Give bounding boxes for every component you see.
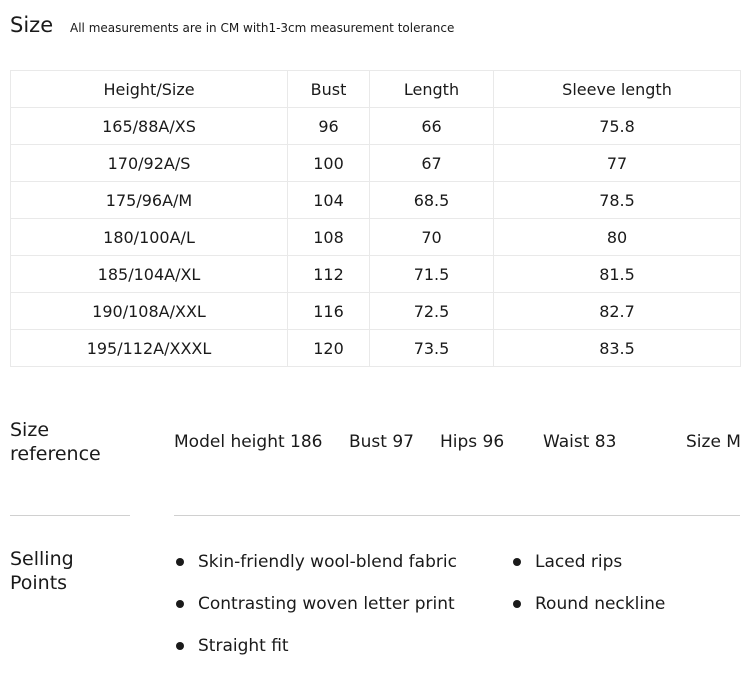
- model-bust: Bust 97: [349, 432, 414, 452]
- divider-right: [174, 515, 740, 516]
- page-title: Size: [10, 13, 54, 37]
- selling-point-item: Round neckline: [535, 594, 666, 614]
- bullet-icon: [513, 600, 521, 608]
- model-hips: Hips 96: [440, 432, 505, 452]
- column-header-length: Length: [370, 71, 494, 108]
- cell-length: 73.5: [370, 330, 494, 367]
- size-reference-heading-line1: Size: [10, 419, 50, 441]
- selling-points-heading-line1: Selling: [10, 548, 74, 570]
- column-header-sleeve-length: Sleeve length: [494, 71, 741, 108]
- bullet-icon: [176, 600, 184, 608]
- cell-sleeve-length: 81.5: [494, 256, 741, 293]
- cell-sleeve-length: 78.5: [494, 182, 741, 219]
- cell-sleeve-length: 75.8: [494, 108, 741, 145]
- cell-bust: 96: [288, 108, 370, 145]
- model-height: Model height 186: [174, 432, 323, 452]
- model-size: Size M: [686, 432, 741, 452]
- column-header-bust: Bust: [288, 71, 370, 108]
- size-chart-table: [10, 70, 741, 367]
- cell-sleeve-length: 77: [494, 145, 741, 182]
- measurement-note: All measurements are in CM with1-3cm measurement tolerance: [70, 21, 455, 35]
- table-row: [11, 293, 741, 330]
- selling-point-item: Straight fit: [198, 636, 289, 656]
- bullet-icon: [176, 642, 184, 650]
- bullet-icon: [176, 558, 184, 566]
- column-header-height-size: Height/Size: [11, 71, 288, 108]
- cell-length: 67: [370, 145, 494, 182]
- cell-sleeve-length: 83.5: [494, 330, 741, 367]
- cell-sleeve-length: 82.7: [494, 293, 741, 330]
- selling-point-item: Skin-friendly wool-blend fabric: [198, 552, 457, 572]
- cell-bust: 112: [288, 256, 370, 293]
- size-reference-heading: [10, 418, 101, 466]
- selling-points-heading: [10, 547, 74, 595]
- cell-length: 66: [370, 108, 494, 145]
- cell-bust: 116: [288, 293, 370, 330]
- table-row: [11, 330, 741, 367]
- selling-points-heading-line2: Points: [10, 572, 68, 594]
- selling-point-item: Laced rips: [535, 552, 623, 572]
- selling-point-item: Contrasting woven letter print: [198, 594, 455, 614]
- size-reference-heading-line2: reference: [10, 443, 101, 465]
- table-row: [11, 219, 741, 256]
- cell-size: 170/92A/S: [11, 145, 288, 182]
- table-row: [11, 108, 741, 145]
- cell-size: 175/96A/M: [11, 182, 288, 219]
- bullet-icon: [513, 558, 521, 566]
- cell-bust: 100: [288, 145, 370, 182]
- cell-length: 72.5: [370, 293, 494, 330]
- cell-length: 70: [370, 219, 494, 256]
- model-waist: Waist 83: [543, 432, 617, 452]
- divider-left: [10, 515, 130, 516]
- table-row: [11, 145, 741, 182]
- cell-bust: 104: [288, 182, 370, 219]
- table-row: [11, 256, 741, 293]
- table-header-row: [11, 71, 741, 108]
- cell-length: 71.5: [370, 256, 494, 293]
- cell-size: 190/108A/XXL: [11, 293, 288, 330]
- cell-bust: 120: [288, 330, 370, 367]
- cell-size: 165/88A/XS: [11, 108, 288, 145]
- cell-size: 185/104A/XL: [11, 256, 288, 293]
- cell-length: 68.5: [370, 182, 494, 219]
- cell-sleeve-length: 80: [494, 219, 741, 256]
- cell-size: 195/112A/XXXL: [11, 330, 288, 367]
- cell-size: 180/100A/L: [11, 219, 288, 256]
- table-row: [11, 182, 741, 219]
- cell-bust: 108: [288, 219, 370, 256]
